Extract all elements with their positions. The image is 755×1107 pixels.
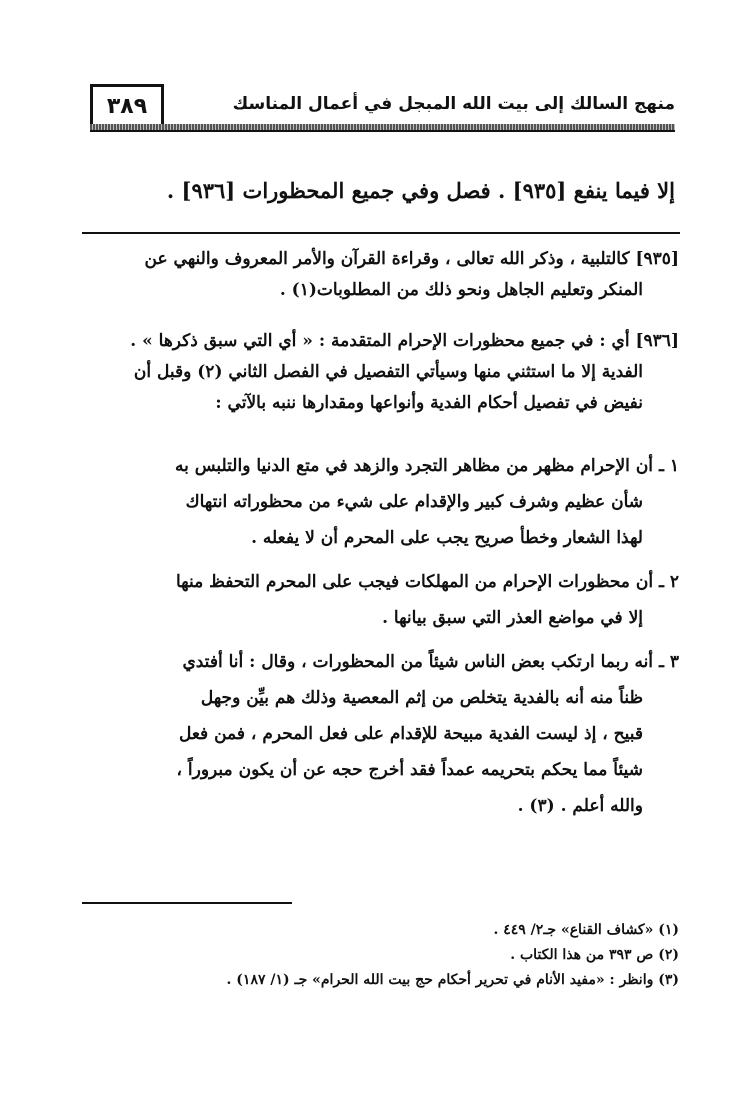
note-935-line1: [٩٣٥] كالتلبية ، وذكر الله تعالى ، وقراءة القرآن والأمر المعروف والنهي عن xyxy=(144,249,679,269)
list-item-3-line4: شيئاً مما يحكم بتحريمه عمداً فقد أخرج حجه عن أن يكون مبروراً ، xyxy=(176,760,643,780)
list-item-3-line1: ٣ ـ أنه ربما ارتكب بعض الناس شيئاً من المحظورات ، وقال : أنا أفتدي xyxy=(182,652,679,672)
running-header xyxy=(90,84,675,134)
list-item-3-line3: قبيح ، إذ ليست الفدية مبيحة للإقدام على فعل المحرم ، فمن فعل xyxy=(178,724,643,744)
numbered-list xyxy=(79,440,679,824)
footnote-3: (٣) وانظر : «مفيد الأنام في تحرير أحكام حج بيت الله الحرام» جـ (١/ ١٨٧) . xyxy=(226,972,679,988)
list-item-2-line2: إلا في مواضع العذر التي سبق بيانها . xyxy=(382,608,643,628)
note-936-line2: الفدية إلا ما استثني منها وسيأتي التفصيل في الفصل الثاني (٢) وقبل أن xyxy=(133,362,643,382)
list-item-1-line2: شأن عظيم وشرف كبير والإقدام على شيء من محظوراته انتهاك xyxy=(185,492,643,512)
note-935 xyxy=(79,244,679,306)
list-item-1-line1: ١ ـ أن الإحرام مظهر من مظاهر التجرد والزهد في متع الدنيا والتلبس به xyxy=(174,456,679,476)
list-item-2-line1: ٢ ـ أن محظورات الإحرام من المهلكات فيجب على المحرم التحفظ منها xyxy=(175,572,679,592)
page-number: ٣٨٩ xyxy=(90,84,164,126)
footnotes xyxy=(79,918,679,993)
list-item-3-line2: ظناً منه أنه بالفدية يتخلص من إثم المعصية وذلك هم بيِّن وجهل xyxy=(200,688,643,708)
note-936-line3: نفيض في تفصيل أحكام الفدية وأنواعها ومقدارها ننبه بالآتي : xyxy=(215,393,643,413)
footnote-2: (٢) ص ٣٩٣ من هذا الكتاب . xyxy=(510,947,679,963)
note-936-line1: [٩٣٦] أي : في جميع محظورات الإحرام المتقدمة : « أي التي سبق ذكرها » . xyxy=(130,331,679,351)
header-title: منهج السالك إلى بيت الله المبجل في أعمال المناسك xyxy=(232,94,675,114)
list-item-3-line5: والله أعلم . (٣) . xyxy=(517,796,643,816)
list-item xyxy=(79,564,679,636)
list-item xyxy=(79,644,679,824)
footnote-1: (١) «كشاف القناع» جـ٢/ ٤٤٩ . xyxy=(493,922,679,938)
header-rule xyxy=(90,124,675,132)
note-936 xyxy=(79,326,679,419)
section-divider xyxy=(82,232,680,234)
main-text: إلا فيما ينفع [٩٣٥] . فصل وفي جميع المحظورات [٩٣٦] . xyxy=(166,178,675,203)
list-item xyxy=(79,448,679,556)
footnote-rule xyxy=(82,902,292,904)
note-935-line2: المنكر وتعليم الجاهل ونحو ذلك من المطلوبات(١) . xyxy=(279,280,643,300)
list-item-1-line3: لهذا الشعار وخطأ صريح يجب على المحرم أن لا يفعله . xyxy=(251,528,643,548)
